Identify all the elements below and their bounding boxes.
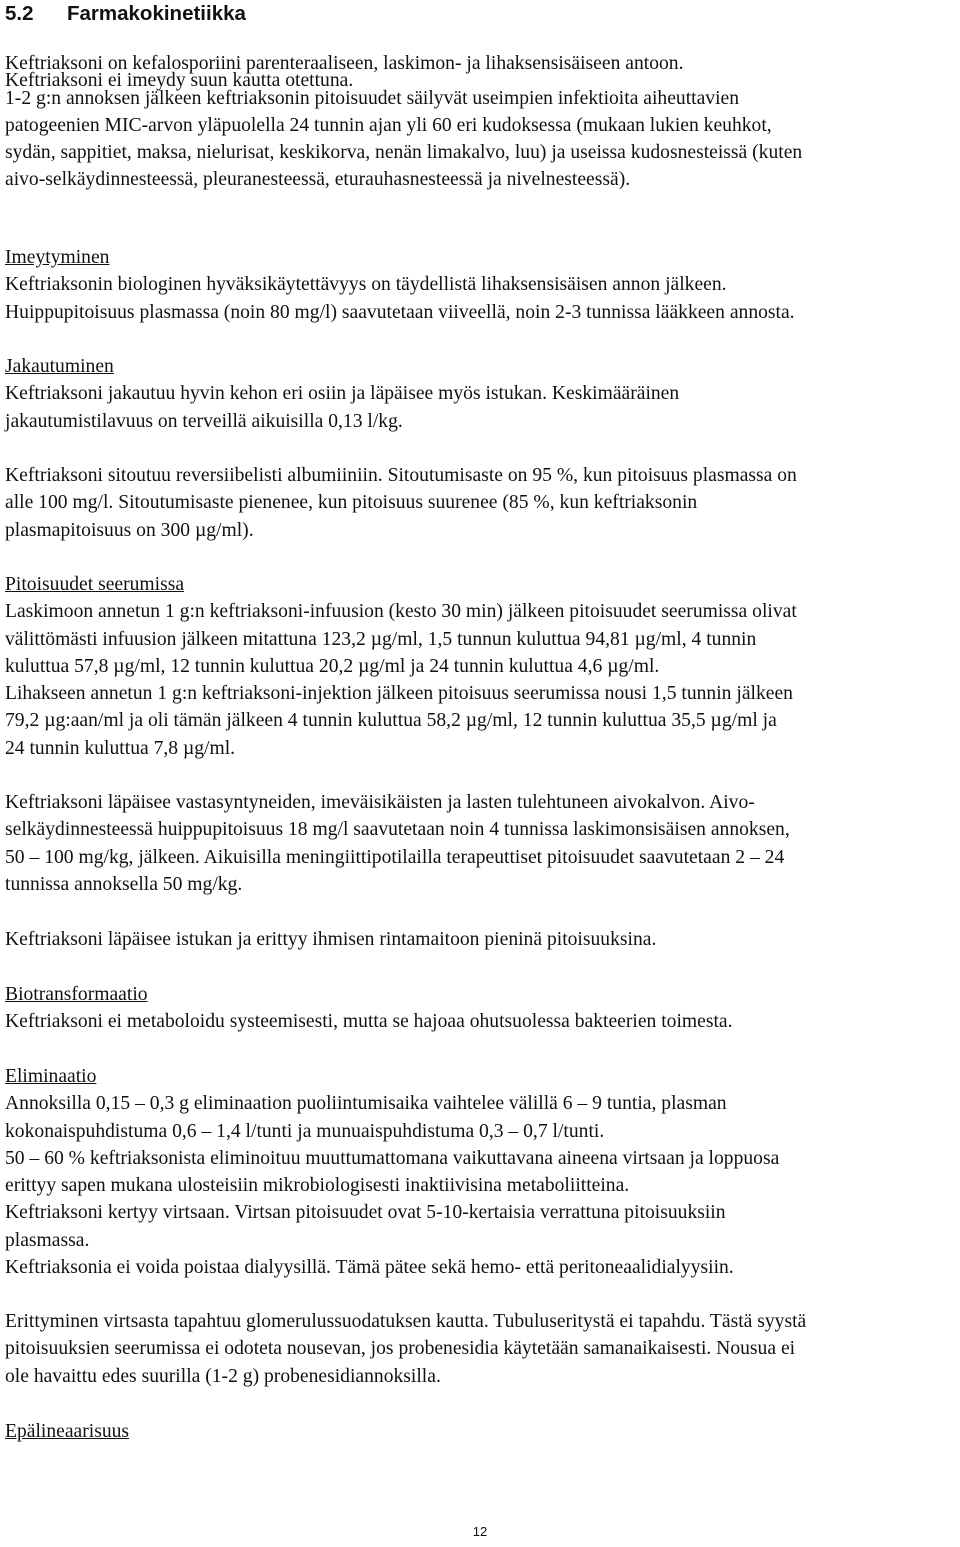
text-line: 50 – 60 % keftriaksonista eliminoituu muuttumattomana vaikuttavana aineena virtsaan ja loppuosa xyxy=(5,1147,780,1169)
subsection-title: Biotransformaatio xyxy=(5,984,148,1005)
text-line: Keftriaksoni jakautuu hyvin kehon eri osiin ja läpäisee myös istukan. Keskimääräinen xyxy=(5,383,680,405)
binding-paragraph xyxy=(5,462,955,544)
text-line: Keftriaksoni läpäisee istukan ja erittyy ihmisen rintamaitoon pieninä pitoisuuksina. xyxy=(5,929,657,950)
intro-paragraph xyxy=(5,50,955,194)
text-line: sydän, sappitiet, maksa, nielurisat, keskikorva, nenän limakalvo, luu) ja useissa kudosnesteissä (kuten xyxy=(5,142,803,164)
section-title: Farmakokinetiikka xyxy=(67,2,246,25)
text-line: selkäydinnesteessä huippupitoisuus 18 mg/l saavutetaan noin 4 tunnissa laskimonsisäisen annoksen, xyxy=(5,819,790,841)
excretion-paragraph xyxy=(5,1308,955,1390)
text-line: Keftriaksonia ei voida poistaa dialyysillä. Tämä pätee sekä hemo- että peritoneaalidialyysiin. xyxy=(5,1257,734,1279)
page-number: 12 xyxy=(472,1524,488,1539)
text-line: Erittyminen virtsasta tapahtuu glomerulussuodatuksen kautta. Tubuluseritystä ei tapahdu. Tästä syystä xyxy=(5,1311,807,1332)
eliminaatio-section xyxy=(5,1063,955,1281)
text-line: alle 100 mg/l. Sitoutumisaste pienenee, kun pitoisuus suurenee (85 %, kun keftriaksonin xyxy=(5,492,698,514)
text-line: plasmassa. xyxy=(5,1229,90,1251)
subsection-title: Epälineaarisuus xyxy=(5,1421,130,1442)
text-line: tunnissa annoksella 50 mg/kg. xyxy=(5,873,243,895)
section-heading xyxy=(5,0,246,27)
text-line: ole havaittu edes suurilla (1-2 g) probenesidiannoksilla. xyxy=(5,1365,441,1387)
text-line: aivo-selkäydinnesteessä, pleuranesteessä, eturauhasnesteessä ja nivelnesteessä). xyxy=(5,169,631,191)
jakautuminen-section xyxy=(5,353,955,435)
text-line: 24 tunnin kuluttua 7,8 µg/ml. xyxy=(5,737,236,759)
text-line: Keftriaksoni sitoutuu reversiibelisti albumiiniin. Sitoutumisaste on 95 %, kun pitoisuus plasmassa on xyxy=(5,465,797,486)
text-line: Laskimoon annetun 1 g:n keftriaksoni-infuusion (kesto 30 min) jälkeen pitoisuudet seerumissa olivat xyxy=(5,601,797,623)
subsection-title: Jakautuminen xyxy=(5,356,114,377)
text-line: Keftriaksoni ei imeydy suun kautta otettuna. xyxy=(5,70,354,92)
text-line: Huippupitoisuus plasmassa (noin 80 mg/l) saavutetaan viiveellä, noin 2-3 tunnissa lääkkeen annosta. xyxy=(5,301,795,323)
imeytyminen-section xyxy=(5,244,955,326)
text-line: välittömästi infuusion jälkeen mitattuna 123,2 µg/ml, 1,5 tunnun kuluttua 94,81 µg/ml, 4 tunnin xyxy=(5,628,757,650)
text-line: Lihakseen annetun 1 g:n keftriaksoni-injektion jälkeen pitoisuus seerumissa nousi 1,5 tunnin jälkeen xyxy=(5,683,793,705)
text-line: plasmapitoisuus on 300 µg/ml). xyxy=(5,519,254,541)
subsection-title: Imeytyminen xyxy=(5,247,110,268)
text-line: Keftriaksoni ei metaboloidu systeemisesti, mutta se hajoaa ohutsuolessa bakteerien toimesta. xyxy=(5,1011,733,1033)
text-line: jakautumistilavuus on terveillä aikuisilla 0,13 l/kg. xyxy=(5,410,403,432)
subsection-title: Eliminaatio xyxy=(5,1066,97,1087)
text-line: erittyy sapen mukana ulosteisiin mikrobiologisesti inaktiivisina metaboliitteina. xyxy=(5,1175,630,1197)
text-line: Keftriaksoni kertyy virtsaan. Virtsan pitoisuudet ovat 5-10-kertaisia verrattuna pitoisuuksiin xyxy=(5,1202,726,1224)
csf-paragraph xyxy=(5,789,955,898)
biotransformaatio-section xyxy=(5,981,955,1036)
section-number: 5.2 xyxy=(5,2,34,25)
text-line: Keftriaksoni läpäisee vastasyntyneiden, imeväisikäisten ja lasten tulehtuneen aivokalvon. Aivo- xyxy=(5,792,755,813)
epalineaarisuus-section xyxy=(5,1418,955,1445)
text-line: Keftriaksoni on kefalosporiini parenteraaliseen, laskimon- ja lihaksensisäiseen antoon. xyxy=(5,53,684,74)
placenta-paragraph xyxy=(5,926,955,953)
text-line: 79,2 µg:aan/ml ja oli tämän jälkeen 4 tunnin kuluttua 58,2 µg/ml, 12 tunnin kuluttua 35,5 µg/ml ja xyxy=(5,710,777,732)
subsection-title: Pitoisuudet seerumissa xyxy=(5,574,185,595)
pitoisuudet-section xyxy=(5,571,955,762)
text-line: patogeenien MIC-arvon yläpuolella 24 tunnin ajan yli 60 eri kudoksessa (mukaan lukien keuhkot, xyxy=(5,114,772,136)
text-line: kuluttua 57,8 µg/ml, 12 tunnin kuluttua 20,2 µg/ml ja 24 tunnin kuluttua 4,6 µg/ml. xyxy=(5,655,660,677)
text-line: 1-2 g:n annoksen jälkeen keftriaksonin pitoisuudet säilyvät useimpien infektioita aiheuttavien xyxy=(5,87,740,109)
text-line: 50 – 100 mg/kg, jälkeen. Aikuisilla meningiittipotilailla terapeuttiset pitoisuudet saavutetaan 2 – 24 xyxy=(5,846,785,868)
text-line: kokonaispuhdistuma 0,6 – 1,4 l/tunti ja munuaispuhdistuma 0,3 – 0,7 l/tunti. xyxy=(5,1120,605,1142)
text-line: Annoksilla 0,15 – 0,3 g eliminaation puoliintumisaika vaihtelee välillä 6 – 9 tuntia, plasman xyxy=(5,1093,727,1115)
text-line: Keftriaksonin biologinen hyväksikäytettävyys on täydellistä lihaksensisäisen annon jälkeen. xyxy=(5,274,727,296)
text-line: pitoisuuksien seerumissa ei odoteta nousevan, jos probenesidia käytetään samanaikaisesti. Nousua ei xyxy=(5,1338,796,1360)
